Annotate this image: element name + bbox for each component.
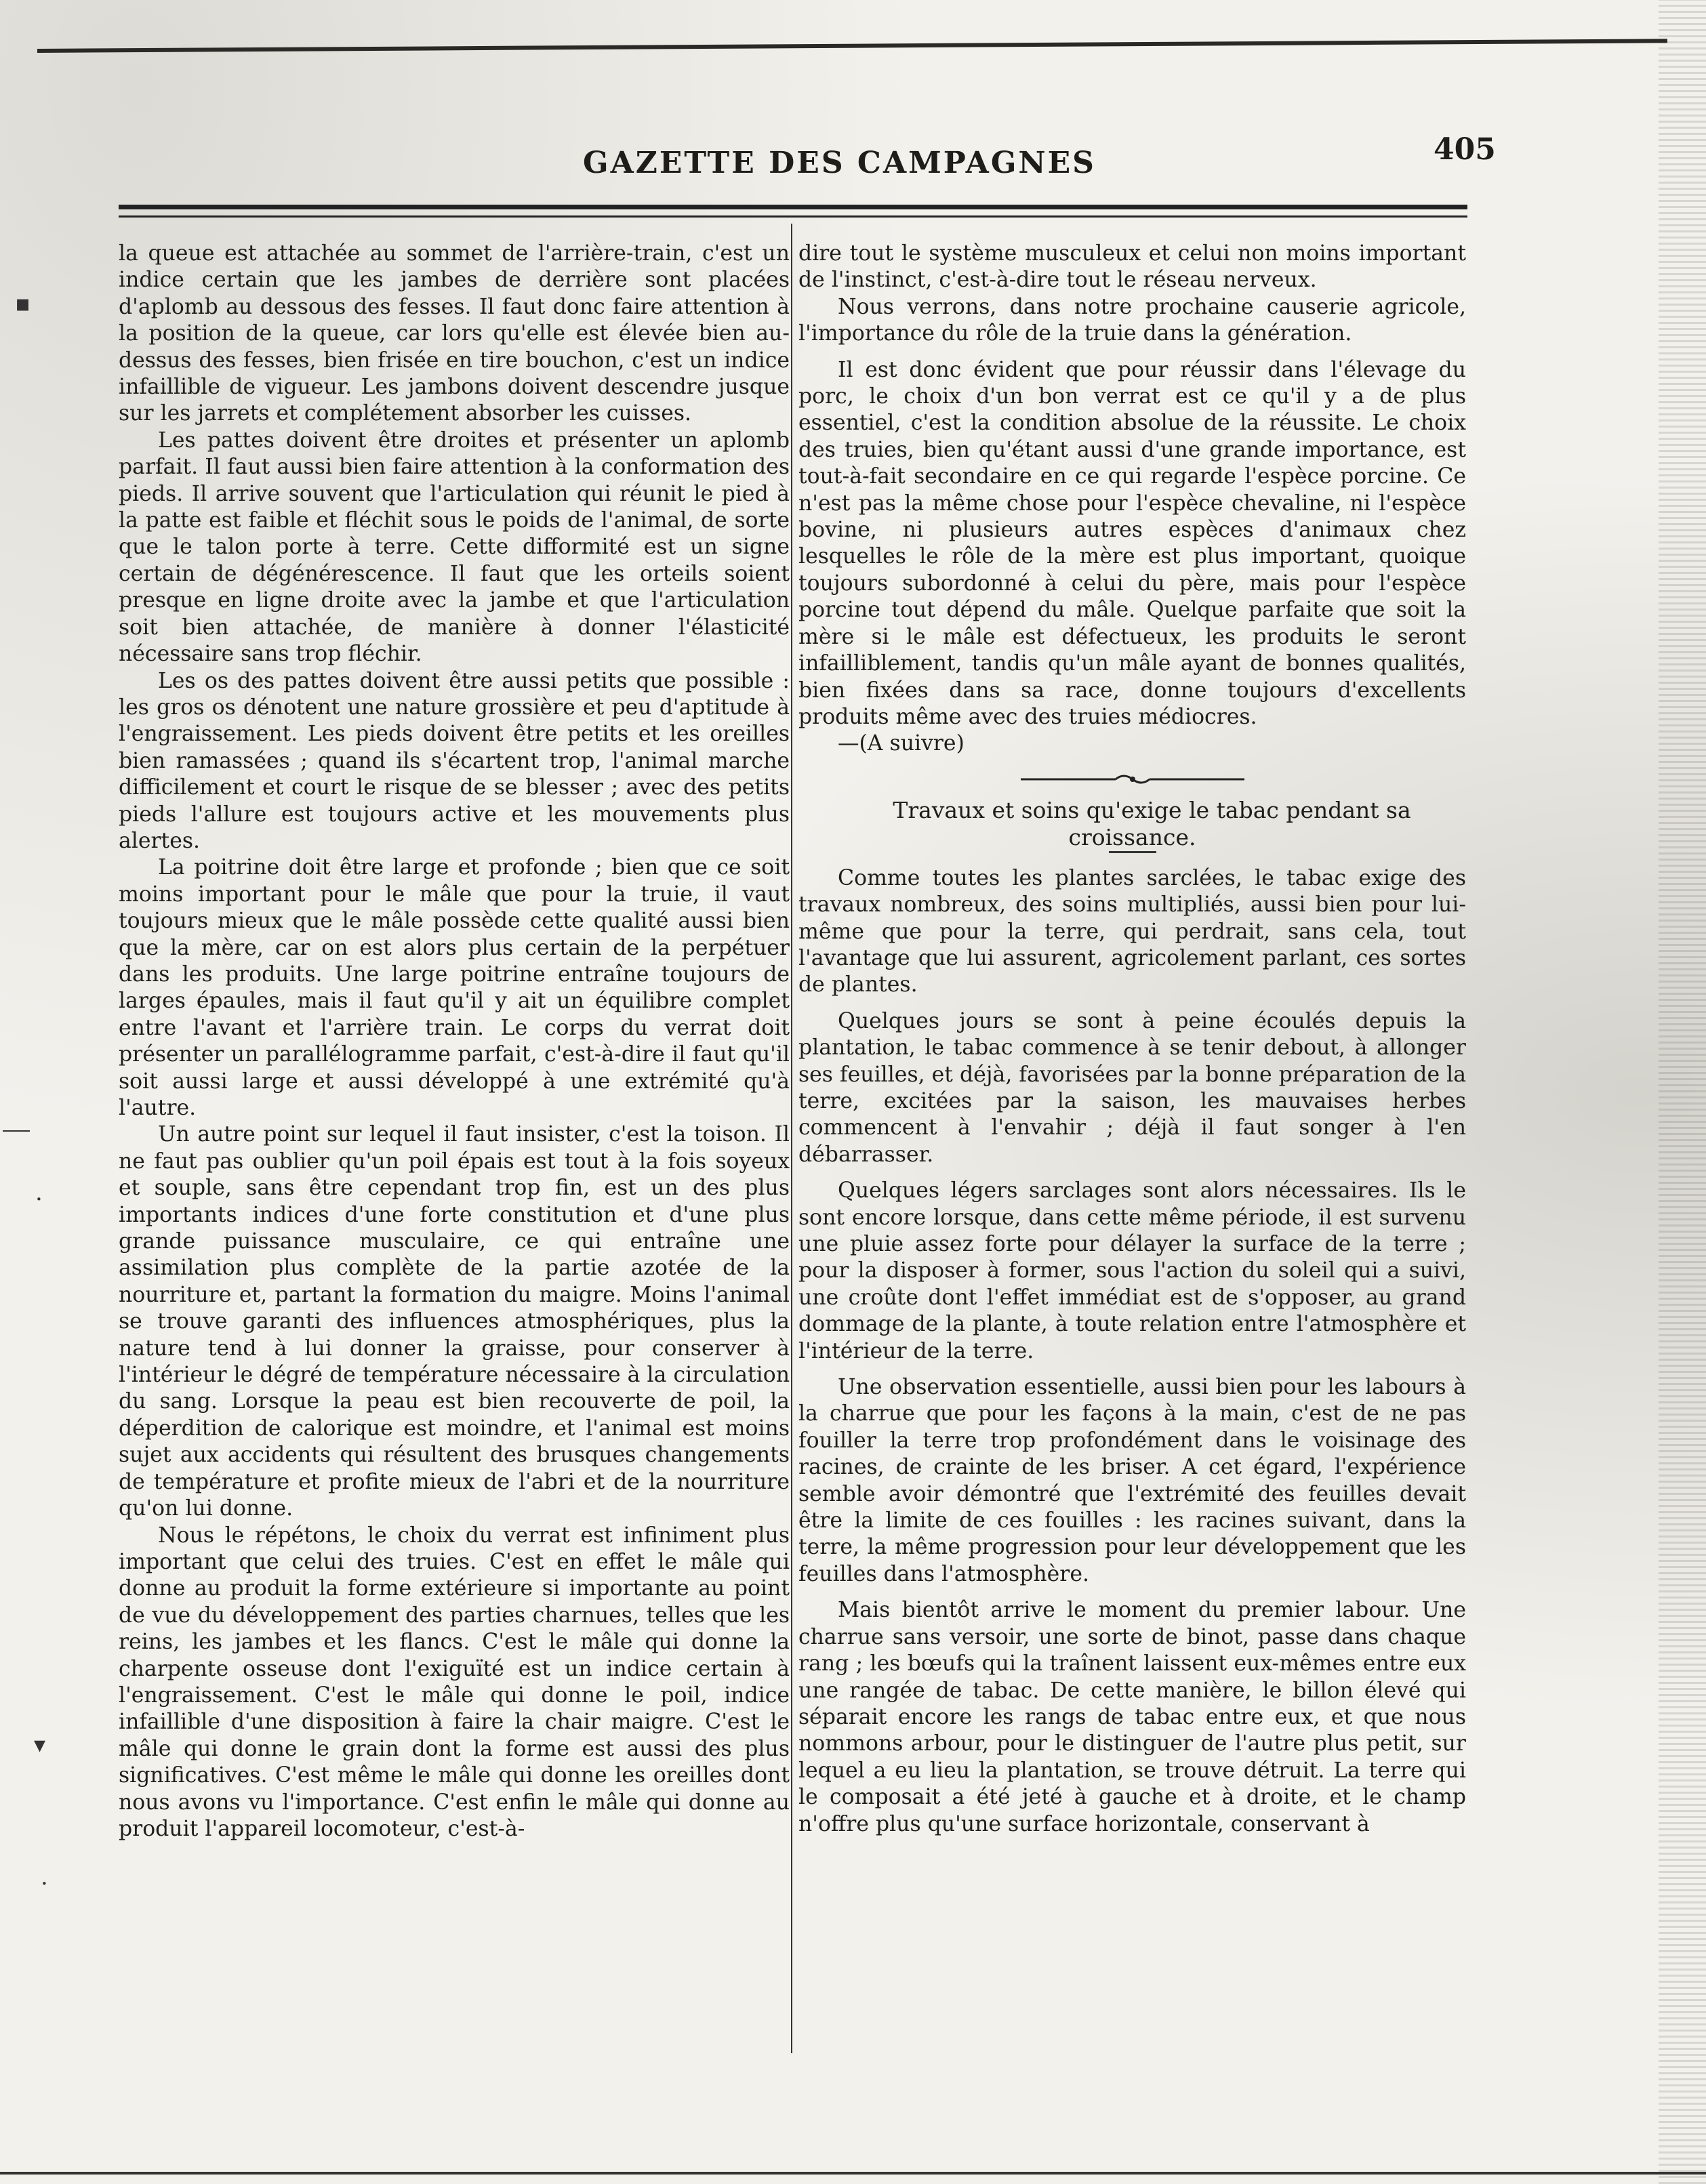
paragraph: Mais bientôt arrive le moment du premier labour. Une charrue sans versoir, une sorte de binot, passe dans chaque rang ; les bœufs qui la traînent laissent eux-mêmes entre eux une rangée de tabac. De cette manière, le billon élevé qui séparait encore les rangs de tabac entre eux, et que nous nommons arbour, pour le distinguer de l'autre plus petit, sur lequel a eu lieu la plantation, se trouve détruit. La terre qui le composait a été jeté à gauche et à droite, et le champ n'offre plus qu'une surface horizontale, conservant à [798, 1598, 1466, 1836]
left-column [119, 241, 790, 2043]
page-header [122, 132, 1496, 180]
top-border-rule [37, 39, 1667, 53]
paragraph: Nous verrons, dans notre prochaine causerie agricole, l'importance du rôle de la truie dans la génération. [798, 294, 1466, 346]
paragraph: Nous le répétons, le choix du verrat est infiniment plus important que celui des truies. C'est en effet le mâle qui donne au produit la forme extérieure si importante au point de vue du développement des parties charnues, telles que les reins, les jambes et les flancs. C'est le mâle qui donne la charpente osseuse dont l'exiguïté est un indice certain à l'engraissement. C'est le mâle qui donne le poil, indice infaillible d'une disposition à faire la chair maigre. C'est le mâle qui donne le grain dont la forme est aussi des plus significatives. C'est même le mâle qui donne les oreilles dont nous avons vu l'importance. C'est enfin le mâle qui donne au produit l'appareil locomoteur, c'est-à- [119, 1523, 790, 1841]
paragraph: Les pattes doivent être droites et présenter un aplomb parfait. Il faut aussi bien faire attention à la conformation des pieds. Il arrive souvent que l'articulation qui réunit le pied à la patte est faible et fléchit sous le poids de l'animal, de sorte que le talon porte à terre. Cette difformité est un signe certain de dégénérescence. Il faut que les orteils soient presque en ligne droite avec la jambe et que l'articulation soit bien attachée, de manière à donner l'élasticité nécessaire sans trop fléchir. [119, 428, 790, 667]
paragraph: Une observation essentielle, aussi bien pour les labours à la charrue que pour les façons à la main, c'est de ne pas fouiller la terre trop profondément dans le voisinage des racines, de crainte de les briser. A cet égard, l'expérience semble avoir démontré que l'extrémité des feuilles devait être la limite de ces fouilles : les racines suivant, dans la terre, la même progression pour leur développement que les feuilles dans l'atmosphère. [798, 1375, 1466, 1586]
right-column [798, 241, 1466, 2043]
header-rule-thin [119, 215, 1467, 218]
bottom-border-rule [0, 2172, 1706, 2175]
paragraph: Il est donc évident que pour réussir dans l'élevage du porc, le choix d'un bon verrat est ce qu'il y a de plus essentiel, c'est la condition absolue de la réussite. Le choix des truies, bien qu'étant aussi d'une grande importance, est tout-à-fait secondaire en ce qui regarde l'espèce porcine. Ce n'est pas la même chose pour l'espèce chevaline, ni l'espèce bovine, ni plusieurs autres espèces d'animaux chez lesquelles le rôle de la mère est plus important, quoique toujours subordonné à celui du père, mais pour l'espèce porcine tout dépend du mâle. Quelque parfaite que soit la mère si le mâle est défectueux, les produits le seront infailliblement, tandis qu'un mâle ayant de bonnes qualités, bien fixées dans sa race, donne toujours d'excellents produits même avec des truies médiocres. [798, 357, 1466, 729]
paragraph: Quelques légers sarclages sont alors nécessaires. Ils le sont encore lorsque, dans cette même période, il est survenu une pluie assez forte pour délayer la surface de la terre ; pour la disposer à former, sous l'action du soleil qui a suivi, une croûte dont l'effet immédiat est de s'opposer, au grand dommage de la plante, à toute relation entre l'atmosphère et l'intérieur de la terre. [798, 1178, 1466, 1363]
margin-arrow-mark: ▾ [34, 1731, 46, 1758]
section-title: Travaux et soins qu'exige le tabac pendant sa croissance. [893, 796, 1411, 850]
paragraph: Un autre point sur lequel il faut insister, c'est la toison. Il ne faut pas oublier qu'un poil épais est tout à la fois soyeux et souple, sans être cependant trop fin, est un des plus importants indices d'une forte constitution et d'une plus grande puissance musculaire, ce qui entraîne une assimilation plus complète de la partie azotée de la nourriture et, partant la formation du maigre. Moins l'animal se trouve garanti des influences atmosphériques, plus la nature tend à lui donner la graisse, pour conserver à l'intérieur le dégré de température nécessaire à la circulation du sang. Lorsque la peau est bien recouverte de poil, la déperdition de calorique est moindre, et l'animal est moins sujet aux accidents qui résultent des brusques changements de température et profite mieux de l'abri et de la nourriture qu'on lui donne. [119, 1122, 790, 1521]
header-rule-thick [119, 205, 1467, 209]
margin-dash-mark [3, 1130, 30, 1132]
scan-edge-shadow [1659, 0, 1706, 2184]
margin-dot-mark: · [41, 1870, 48, 1897]
margin-bullet-mark: ▪ [15, 290, 31, 317]
paragraph: Les os des pattes doivent être aussi petits que possible : les gros os dénotent une nature grossière et peu d'aptitude à l'engraissement. Les pieds doivent être petits et les oreilles bien ramassées ; quand ils s'écartent trop, l'animal marche difficilement et court le risque de se blesser ; avec des petits pieds l'allure est toujours active et les mouvements plus alertes. [119, 668, 790, 853]
paragraph: Comme toutes les plantes sarclées, le tabac exige des travaux nombreux, des soins multipliés, aussi bien pour lui-même que pour la terre, qui perdrait, sans cela, tout l'avantage que lui assurent, agricolement parlant, ces sortes de plantes. [798, 865, 1466, 997]
paragraph: Quelques jours se sont à peine écoulés depuis la plantation, le tabac commence à se tenir debout, à allonger ses feuilles, et déjà, favorisées par la bonne préparation de la terre, excitées par la saison, les mauvaises herbes commencent à l'envahir ; déjà il faut songer à l'en débarrasser. [798, 1008, 1466, 1167]
journal-title: GAZETTE DES CAMPAGNES [583, 146, 1096, 180]
paragraph: la queue est attachée au sommet de l'arrière-train, c'est un indice certain que les jambes de derrière sont placées d'aplomb au dessous des fesses. Il faut donc faire attention à la position de la queue, car lors qu'elle est élevée bien au-dessus des fesses, bien frisée en tire bouchon, c'est un indice infaillible de vigueur. Les jambons doivent descendre jusque sur les jarrets et complétement absorber les cuisses. [119, 241, 790, 426]
page-number: 405 [1434, 132, 1496, 167]
to-be-continued: —(A suivre) [838, 731, 964, 756]
ornament-divider-icon [1021, 770, 1244, 789]
section-title-rule [1109, 851, 1156, 853]
column-divider [791, 224, 792, 2053]
paragraph: dire tout le système musculeux et celui non moins important de l'instinct, c'est-à-dire tout le réseau nerveux. [798, 241, 1466, 293]
margin-dot-mark: · [35, 1186, 43, 1213]
paragraph: La poitrine doit être large et profonde ; bien que ce soit moins important pour le mâle que pour la truie, il vaut toujours mieux que le mâle possède cette qualité aussi bien que la mère, car on est alors plus certain de la perpétuer dans les produits. Une large poitrine entraîne toujours de larges épaules, mais il faut qu'il y ait un équilibre complet entre l'avant et l'arrière train. Le corps du verrat doit présenter un parallélogramme parfait, c'est-à-dire il faut qu'il soit aussi large et aussi développé à une extrémité qu'à l'autre. [119, 855, 790, 1120]
